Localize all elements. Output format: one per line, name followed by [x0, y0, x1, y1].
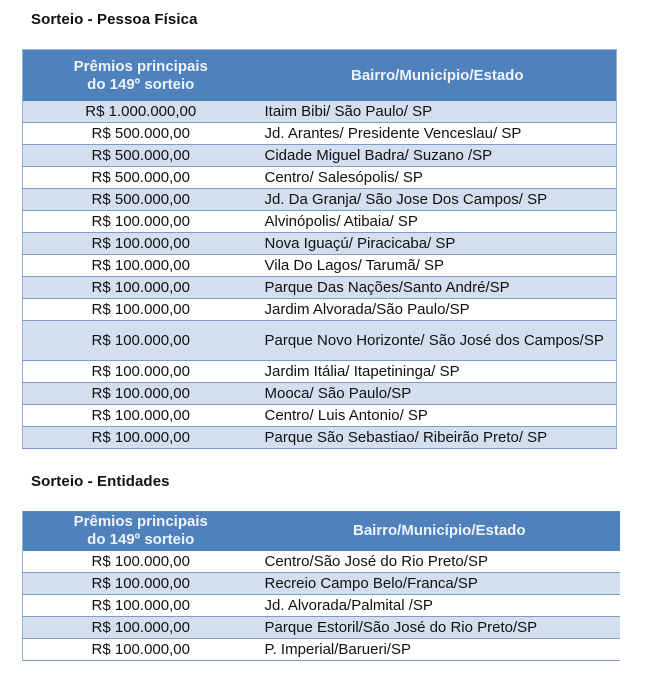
table-row — [23, 361, 617, 383]
table-row — [23, 299, 617, 321]
prize-amount: R$ 500.000,00 — [23, 189, 259, 211]
prize-table-pessoa-fisica — [22, 49, 617, 449]
winner-location: Jd. Da Granja/ São Jose Dos Campos/ SP — [259, 189, 617, 211]
table-row — [23, 595, 621, 617]
prize-amount: R$ 100.000,00 — [23, 211, 259, 233]
prize-amount: R$ 100.000,00 — [23, 361, 259, 383]
winner-location: P. Imperial/Barueri/SP — [259, 639, 621, 661]
winner-location: Recreio Campo Belo/Franca/SP — [259, 573, 621, 595]
table-row — [23, 233, 617, 255]
winner-location: Parque Das Nações/Santo André/SP — [259, 277, 617, 299]
prize-amount: R$ 100.000,00 — [23, 277, 259, 299]
header-prize-line1: Prêmios principais — [73, 57, 208, 75]
winner-location: Parque Estoril/São José do Rio Preto/SP — [259, 617, 621, 639]
table-row — [23, 123, 617, 145]
table-row — [23, 101, 617, 123]
winner-location: Centro/ Salesópolis/ SP — [259, 167, 617, 189]
winner-location: Cidade Miguel Badra/ Suzano /SP — [259, 145, 617, 167]
table-row — [23, 321, 617, 361]
winner-location: Parque São Sebastiao/ Ribeirão Preto/ SP — [259, 427, 617, 449]
table-row — [23, 573, 621, 595]
section-title-pessoa-fisica: Sorteio - Pessoa Física — [31, 11, 198, 28]
table-row — [23, 277, 617, 299]
header-prize-line2: do 149º sorteio — [87, 531, 195, 548]
section-title-entidades: Sorteio - Entidades — [31, 473, 170, 490]
prize-amount: R$ 100.000,00 — [23, 573, 259, 595]
winner-location: Nova Iguaçú/ Piracicaba/ SP — [259, 233, 617, 255]
prize-amount: R$ 100.000,00 — [23, 321, 259, 361]
winner-location: Centro/São José do Rio Preto/SP — [259, 551, 621, 573]
prize-amount: R$ 500.000,00 — [23, 123, 259, 145]
prize-amount: R$ 500.000,00 — [23, 145, 259, 167]
table-row — [23, 255, 617, 277]
winner-location: Centro/ Luis Antonio/ SP — [259, 405, 617, 427]
prize-amount: R$ 1.000.000,00 — [23, 101, 259, 123]
prize-amount: R$ 500.000,00 — [23, 167, 259, 189]
prize-amount: R$ 100.000,00 — [23, 639, 259, 661]
table-row — [23, 427, 617, 449]
table-row — [23, 551, 621, 573]
winner-location: Vila Do Lagos/ Tarumã/ SP — [259, 255, 617, 277]
header-place-column: Bairro/Município/Estado — [259, 50, 617, 102]
table-row — [23, 383, 617, 405]
prize-amount: R$ 100.000,00 — [23, 299, 259, 321]
header-prize-column — [23, 50, 259, 102]
table-body — [23, 101, 617, 449]
prize-amount: R$ 100.000,00 — [23, 255, 259, 277]
table-row — [23, 639, 621, 661]
prize-table-entidades — [22, 511, 620, 661]
table-header-row — [23, 511, 621, 551]
winner-location: Itaim Bibi/ São Paulo/ SP — [259, 101, 617, 123]
table-row — [23, 617, 621, 639]
table-header-row — [23, 50, 617, 102]
prize-amount: R$ 100.000,00 — [23, 617, 259, 639]
prize-amount: R$ 100.000,00 — [23, 427, 259, 449]
winner-location: Jardim Alvorada/São Paulo/SP — [259, 299, 617, 321]
winner-location: Alvinópolis/ Atibaia/ SP — [259, 211, 617, 233]
winner-location: Jd. Arantes/ Presidente Venceslau/ SP — [259, 123, 617, 145]
table-row — [23, 167, 617, 189]
table-body — [23, 551, 621, 661]
winner-location: Jd. Alvorada/Palmital /SP — [259, 595, 621, 617]
prize-amount: R$ 100.000,00 — [23, 595, 259, 617]
winner-location: Jardim Itália/ Itapetininga/ SP — [259, 361, 617, 383]
table-row — [23, 405, 617, 427]
prize-amount: R$ 100.000,00 — [23, 383, 259, 405]
table-row — [23, 189, 617, 211]
winner-location: Mooca/ São Paulo/SP — [259, 383, 617, 405]
header-prize-column — [23, 511, 259, 551]
prize-amount: R$ 100.000,00 — [23, 551, 259, 573]
table-row — [23, 211, 617, 233]
winner-location: Parque Novo Horizonte/ São José dos Campos/SP — [259, 321, 617, 361]
table-row — [23, 145, 617, 167]
header-place-column: Bairro/Município/Estado — [259, 511, 621, 551]
header-prize-line1: Prêmios principais — [73, 513, 208, 530]
header-prize-line2: do 149º sorteio — [87, 75, 195, 93]
prize-amount: R$ 100.000,00 — [23, 233, 259, 255]
prize-amount: R$ 100.000,00 — [23, 405, 259, 427]
